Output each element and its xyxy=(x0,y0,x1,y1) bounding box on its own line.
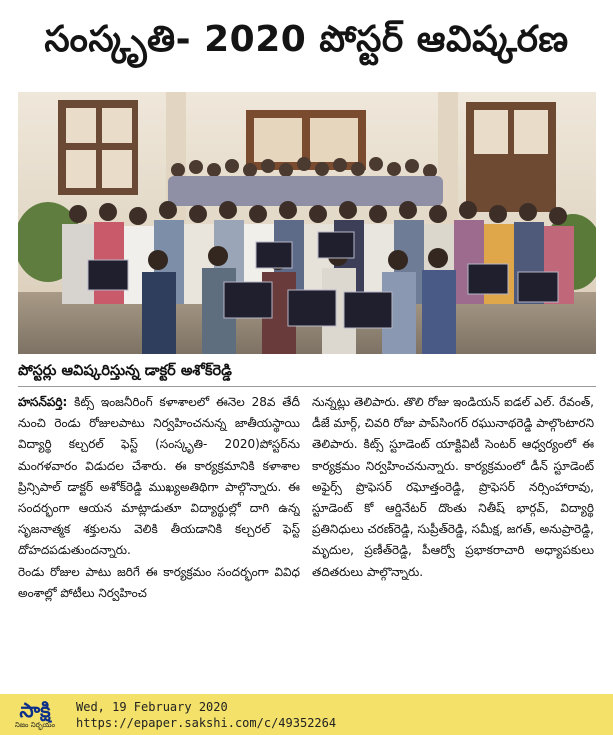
article-column-left xyxy=(18,392,300,692)
article-paragraph-2: రెండు రోజుల పాటు జరిగే ఈ కార్యక్రమం సందర్భంగా వివిధ అంశాల్లో పోటీలు నిర్వహించ xyxy=(18,564,300,600)
headline: సంస్కృతి- 2020 పోస్టర్ ఆవిష్కరణ xyxy=(44,19,569,60)
group-photo xyxy=(18,92,596,354)
footer-meta xyxy=(76,699,336,731)
divider xyxy=(18,386,596,387)
sakshi-logo[interactable] xyxy=(4,696,66,733)
group-photo-icon xyxy=(18,92,596,354)
article-body-2: నున్నట్లు తెలిపారు. తొలి రోజు ఇండియన్ ఐడల్ ఎల్. రేవంత్, డీజే మార్గ్, చివరి రోజు పాప్‌సింగర్ రఘునాథరెడ్డి పాల్గొంటారని తెలిపారు. కిట్స్ స్టూడెంట్ యాక్టివిటీ సెంటర్ ఆధ్వర్యంలో ఈ కార్యక్రమం నిర్వహించనున్నారు. కార్యక్రమంలో డీన్ స్టూడెంట్ అఫైర్స్ ప్రొఫెసర్ రఘోత్తంరెడ్డి, ప్రొఫెసర్ నర్సింహారావు, స్టూడెంట్ కో ఆర్డినేటర్ దొంతు నితీష్ భార్గవ్, విద్యార్థి ప్రతినిధులు చరణ్‌రెడ్డి, సుప్రీత్‌రెడ్డి, సమీక్ష, జగత్, అనుప్రారెడ్డి, మృదుల, ప్రణీత్‌రెడ్డి, పీఆర్వో ప్రభాకరాచారి అధ్యాపకులు తదితరులు పాల్గొన్నారు. xyxy=(312,395,594,579)
logo-tagline: నిజం నిర్భయం xyxy=(14,721,56,729)
article-column-right xyxy=(312,392,594,692)
article-paragraph-1 xyxy=(18,392,300,562)
logo-text: సాక్షి xyxy=(19,698,51,722)
epaper-url-link[interactable]: https://epaper.sakshi.com/c/49352264 xyxy=(76,715,337,730)
photo-caption: పోస్టర్లు ఆవిష్కరిస్తున్న డాక్టర్ అశోక్‌రెడ్డి xyxy=(18,363,232,379)
article-dateline: హసన్‌పర్తి: xyxy=(18,395,68,409)
footer-bar xyxy=(0,694,613,735)
article-body-1: కిట్స్ ఇంజనీరింగ్ కళాశాలలో ఈనెల 28వ తేదీ నుంచి రెండు రోజులపాటు నిర్వహించనున్న జాతీయస్థాయి విద్యార్థి కల్చరల్ ఫెస్ట్ (సంస్కృతి- 2020)పోస్టర్‌ను మంగళవారం విడుదల చేశారు. ఈ కార్యక్రమానికి కళాశాల ప్రిన్సిపాల్ డాక్టర్ అశోక్‌రెడ్డి ముఖ్యఅతిథిగా పాల్గొన్నారు. ఈ సందర్భంగా ఆయన మాట్లాడుతూ విద్యార్థుల్లో దాగి ఉన్న సృజనాత్మక శక్తులను వెలికి తీయడానికి కల్చరల్ ఫెస్ట్ దోహదపడుతుందన్నారు. xyxy=(18,395,300,558)
edition-date: Wed, 19 February 2020 xyxy=(76,699,228,714)
